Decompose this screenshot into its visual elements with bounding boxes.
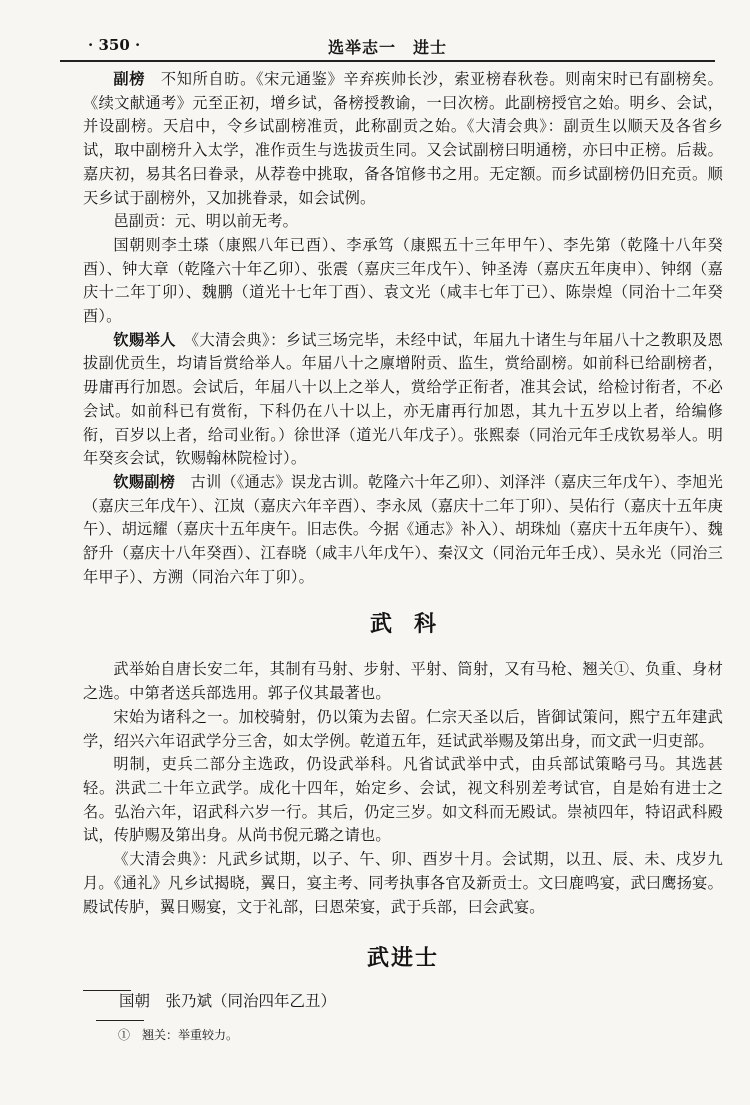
page-header bbox=[60, 30, 715, 62]
paragraph-wuke-1: 武举始自唐长安二年，其制有马射、步射、平射、筒射，又有马枪、翘关①、负重、身材之选。中第者送兵部选用。郭子仪其最著也。 bbox=[83, 660, 723, 703]
paragraph-guochao-list bbox=[83, 234, 723, 329]
footnote-rule bbox=[96, 1020, 144, 1021]
wujinshi-entry bbox=[83, 990, 723, 1016]
wujinshi-entry-text: 国朝 张乃斌（同治四年乙丑） bbox=[119, 992, 337, 1011]
section-title-wujinshi: 武进士 bbox=[366, 946, 439, 972]
paragraph-text: 不知所自昉。《宋元通鉴》辛弃疾帅长沙，索亚榜春秋卷。则南宋时已有副榜矣。《续文献通考》元至正初，增乡试，备榜授教谕，一曰次榜。此副榜授官之始。明乡、会试，并设副榜。天启中，令乡试副榜准贡，此称副贡之始。《大清会典》：副贡生以顺天及各省乡试，取中副榜升入太学，准作贡生与选拔贡生同。又会试副榜曰明通榜，亦曰中正榜。后裁。嘉庆初，易其名曰眷录，从荐卷中挑取，备各馆修书之用。无定额。而乡试副榜仍旧充贡。顺天乡试于副榜外，又加挑眷录，如会试例。 bbox=[83, 70, 723, 207]
footnote: ① 翘关：举重较力。 bbox=[118, 1028, 239, 1042]
section-title-wuke: 武科 bbox=[369, 612, 458, 638]
term-heading: 钦赐副榜 bbox=[113, 472, 176, 491]
running-title: 选举志一 进士 bbox=[327, 38, 447, 57]
page-number: · 350 · bbox=[88, 36, 141, 54]
paragraph-wuke-4: 《大清会典》：凡武乡试期，以子、午、卯、酉岁十月。会试期，以丑、辰、未、戌岁九月。《通礼》凡乡试揭晓，翼日，宴主考、同考执事各官及新贡士。文曰鹿鸣宴，武曰鹰扬宴。殿试传胪，翼日赐宴，文于礼部，曰恩荣宴，武于兵部，曰会武宴。 bbox=[83, 850, 723, 916]
main-text bbox=[83, 68, 723, 1016]
paragraph-text: 古训（《通志》误龙古训。乾隆六十年乙卯）、刘泽泮（嘉庆三年戊午）、李旭光（嘉庆三年戊午）、江岚（嘉庆六年辛酉）、李永凤（嘉庆十二年丁卯）、吴佑行（嘉庆十五年庚午）、胡远耀（嘉庆十五年庚午。旧志佚。今据《通志》补入）、胡珠灿（嘉庆十五年庚午）、魏舒升（嘉庆十八年癸酉）、江春晓（咸丰八年戊午）、秦汉文（同治元年壬戌）、吴永光（同治三年甲子）、方溯（同治六年丁卯）。 bbox=[83, 472, 723, 586]
paragraph-wuke-2: 宋始为诸科之一。加校骑射，仍以策为去留。仁宗天圣以后，皆御试策问，熙宁五年建武学，绍兴六年诏武学分三舍，如太学例。乾道五年，廷试武举赐及第出身，而文武一归吏部。 bbox=[83, 707, 723, 750]
paragraph-text: 《大清会典》：乡试三场完毕，未经中试，年届九十诸生与年届八十之教职及恩拔副优贡生，均请旨赏给举人。年届八十之廪增附贡、监生，赏给副榜。如前科已给副榜者，毋庸再行加恩。会试后，年届八十以上之举人，赏给学正衔者，准其会试，给检讨衔者，不必会试。如前科已有赏衔，下科仍在八十以上，亦无庸再行加恩，其九十五岁以上者，给编修衔，百岁以上者，给司业衔。）徐世泽（道光八年戊子）。张熙泰（同治元年壬戌钦易举人。明年癸亥会试，钦赐翰林院检讨）。 bbox=[83, 330, 723, 468]
paragraph-text: 国朝则李土瑹（康熙八年已酉）、李承笃（康熙五十三年甲午）、李先第（乾隆十八年癸酉）、钟大章（乾隆六十年乙卯）、张震（嘉庆三年戊午）、钟圣涛（嘉庆五年庚申）、钟纲（嘉庆十二年丁卯）、魏鹏（道光十七年丁酉）、袁文光（咸丰七年丁已）、陈崇煌（同治十二年癸酉）。 bbox=[83, 235, 723, 326]
term-heading: 副榜 bbox=[113, 70, 146, 88]
paragraph-wuke-3: 明制，吏兵二部分主选政，仍设武举科。凡省试武举中式，由兵部试策略弓马。其选甚轻。洪武二十年立武学。成化十四年，始定乡、会试，视文科别差考试官，自是始有进士之名。弘治六年，诏武科六岁一行。其后，仍定三岁。如文科而无殿试。崇祯四年，特诏武科殿试，传胪赐及第出身。从尚书倪元璐之请也。 bbox=[83, 755, 723, 845]
paragraph-text: 邑副贡：元、明以前无考。 bbox=[113, 212, 299, 231]
term-heading: 钦赐举人 bbox=[113, 330, 176, 349]
paragraph-qinci-fubang bbox=[83, 471, 723, 590]
paragraph-qinci-juren bbox=[83, 329, 723, 471]
paragraph-fubang bbox=[83, 68, 723, 210]
paragraph-yifugong bbox=[83, 210, 723, 234]
